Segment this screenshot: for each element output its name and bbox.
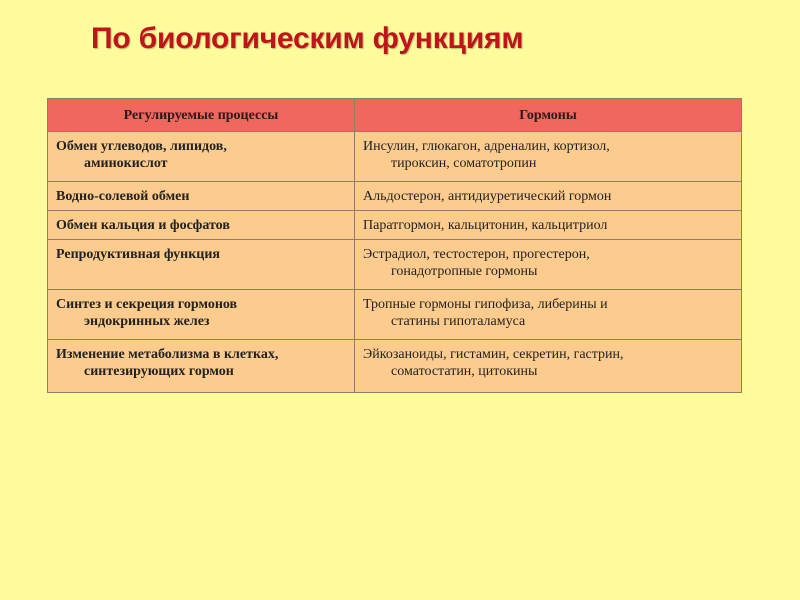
process-line: Синтез и секреция гормонов bbox=[56, 297, 238, 312]
table-row bbox=[48, 340, 742, 393]
hormones-line: Инсулин, глюкагон, адреналин, кортизол, bbox=[363, 139, 610, 154]
hormones-line: статины гипоталамуса bbox=[391, 314, 526, 329]
hormones-cell bbox=[355, 182, 742, 211]
process-line: Обмен углеводов, липидов, bbox=[56, 139, 227, 154]
process-cell bbox=[48, 211, 355, 240]
hormones-cell bbox=[355, 290, 742, 340]
table-row bbox=[48, 240, 742, 290]
table-row bbox=[48, 182, 742, 211]
hormones-line: Альдостерон, антидиуретический гормон bbox=[363, 189, 612, 204]
slide-title: По биологическим функциям bbox=[91, 22, 524, 55]
hormones-line: соматостатин, цитокины bbox=[391, 364, 538, 379]
header-processes: Регулируемые процессы bbox=[48, 99, 355, 132]
process-line: эндокринных желез bbox=[84, 314, 210, 329]
table-row bbox=[48, 132, 742, 182]
table-row bbox=[48, 211, 742, 240]
process-line: Репродуктивная функция bbox=[56, 247, 221, 262]
hormones-line: гонадотропные гормоны bbox=[391, 264, 538, 279]
hormones-cell bbox=[355, 211, 742, 240]
hormones-line: Паратгормон, кальцитонин, кальцитриол bbox=[363, 218, 608, 233]
hormones-line: Эйкозаноиды, гистамин, секретин, гастрин, bbox=[363, 347, 624, 362]
process-line: аминокислот bbox=[84, 156, 168, 171]
hormone-function-table bbox=[47, 98, 742, 393]
process-line: синтезирующих гормон bbox=[84, 364, 234, 379]
hormones-line: тироксин, соматотропин bbox=[391, 156, 537, 171]
header-hormones: Гормоны bbox=[355, 99, 742, 132]
process-cell bbox=[48, 182, 355, 211]
process-line: Водно-солевой обмен bbox=[56, 189, 190, 204]
process-cell bbox=[48, 240, 355, 290]
hormones-cell bbox=[355, 132, 742, 182]
table-row bbox=[48, 290, 742, 340]
hormones-line: Эстрадиол, тестостерон, прогестерон, bbox=[363, 247, 590, 262]
process-line: Обмен кальция и фосфатов bbox=[56, 218, 230, 233]
hormones-line: Тропные гормоны гипофиза, либерины и bbox=[363, 297, 608, 312]
process-cell bbox=[48, 132, 355, 182]
process-cell bbox=[48, 340, 355, 393]
hormones-cell bbox=[355, 340, 742, 393]
process-line: Изменение метаболизма в клетках, bbox=[56, 347, 279, 362]
hormones-cell bbox=[355, 240, 742, 290]
process-cell bbox=[48, 290, 355, 340]
table-header-row bbox=[48, 99, 742, 132]
